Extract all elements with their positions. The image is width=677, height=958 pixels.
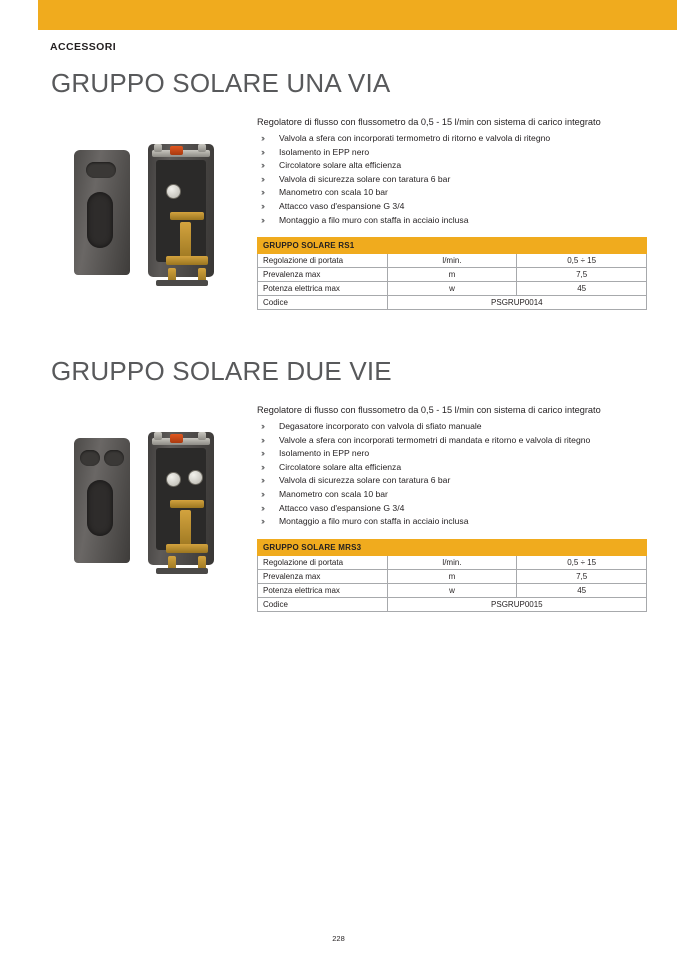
table-row bbox=[258, 254, 647, 268]
table-header-row bbox=[258, 238, 647, 254]
steel-bracket bbox=[156, 568, 208, 574]
brass-lower-manifold bbox=[166, 544, 208, 553]
spec-label: Codice bbox=[258, 597, 388, 611]
cover-top-port bbox=[86, 162, 116, 178]
spec-unit: w bbox=[387, 583, 517, 597]
table-row bbox=[258, 569, 647, 583]
chevron-bullet-icon: ›› bbox=[261, 187, 263, 198]
spec-value: 0,5 ÷ 15 bbox=[517, 555, 647, 569]
list-item bbox=[257, 515, 647, 529]
pressure-gauge-icon bbox=[188, 470, 203, 485]
spec-value: 7,5 bbox=[517, 268, 647, 282]
feature-label: Isolamento in EPP nero bbox=[279, 146, 370, 157]
spec-label: Codice bbox=[258, 296, 388, 310]
product-image-due-vie bbox=[60, 418, 240, 588]
chevron-bullet-icon: ›› bbox=[261, 475, 263, 486]
spec-value: PSGRUP0015 bbox=[387, 597, 646, 611]
product-text-due-vie bbox=[257, 404, 647, 612]
steel-bracket bbox=[156, 280, 208, 286]
feature-label: Valvole a sfera con incorporati termometri di mandata e ritorno e valvola di ritegno bbox=[279, 434, 591, 445]
chevron-bullet-icon: ›› bbox=[261, 516, 263, 527]
spec-value: 45 bbox=[517, 583, 647, 597]
list-item bbox=[257, 447, 647, 461]
spec-unit: l/min. bbox=[387, 254, 517, 268]
chevron-bullet-icon: ›› bbox=[261, 421, 263, 431]
table-row bbox=[258, 296, 647, 310]
spec-label: Potenza elettrica max bbox=[258, 583, 388, 597]
chevron-bullet-icon: ›› bbox=[261, 434, 263, 445]
red-valve-knob bbox=[170, 146, 183, 155]
chevron-bullet-icon: ›› bbox=[261, 173, 263, 184]
product-description: Regolatore di flusso con flussometro da 0,5 - 15 l/min con sistema di carico integrato bbox=[257, 405, 601, 415]
page-number: 228 bbox=[332, 934, 345, 943]
chevron-bullet-icon: ›› bbox=[261, 200, 263, 211]
feature-list bbox=[257, 132, 647, 227]
spec-value: 7,5 bbox=[517, 569, 647, 583]
feature-label: Valvola di sicurezza solare con taratura 6 bar bbox=[279, 173, 451, 184]
cover-top-port-right bbox=[104, 450, 124, 466]
accent-top-bar bbox=[38, 0, 677, 30]
feature-label: Manometro con scala 10 bar bbox=[279, 187, 388, 198]
feature-list bbox=[257, 420, 647, 529]
table-header-row bbox=[258, 539, 647, 555]
list-item bbox=[257, 159, 647, 173]
spec-label: Prevalenza max bbox=[258, 569, 388, 583]
feature-label: Valvola di sicurezza solare con taratura 6 bar bbox=[279, 475, 451, 486]
brass-fitting bbox=[170, 212, 204, 220]
feature-label: Attacco vaso d'espansione G 3/4 bbox=[279, 200, 405, 211]
internal-assembly bbox=[156, 448, 206, 550]
spec-unit: m bbox=[387, 268, 517, 282]
brass-fitting bbox=[170, 500, 204, 508]
pipe-connection-left bbox=[154, 432, 162, 440]
spec-unit: w bbox=[387, 282, 517, 296]
spec-value: 0,5 ÷ 15 bbox=[517, 254, 647, 268]
feature-label: Degasatore incorporato con valvola di sfiato manuale bbox=[279, 421, 482, 431]
section-title: GRUPPO SOLARE DUE VIE bbox=[51, 356, 392, 386]
list-item bbox=[257, 461, 647, 475]
pressure-gauge-icon bbox=[166, 184, 181, 199]
red-valve-knob bbox=[170, 434, 183, 443]
chevron-bullet-icon: ›› bbox=[261, 502, 263, 513]
page-kicker: ACCESSORI bbox=[50, 41, 117, 53]
pipe-connection-right bbox=[198, 432, 206, 440]
list-item bbox=[257, 186, 647, 200]
insulation-cover-illustration bbox=[74, 150, 130, 275]
feature-label: Attacco vaso d'espansione G 3/4 bbox=[279, 502, 405, 513]
feature-label: Circolatore solare alta efficienza bbox=[279, 461, 402, 472]
chevron-bullet-icon: ›› bbox=[261, 214, 263, 225]
table-row bbox=[258, 282, 647, 296]
feature-label: Manometro con scala 10 bar bbox=[279, 488, 388, 499]
cover-top-port-left bbox=[80, 450, 100, 466]
spec-value: PSGRUP0014 bbox=[387, 296, 646, 310]
internal-assembly bbox=[156, 160, 206, 262]
chevron-bullet-icon: ›› bbox=[261, 146, 263, 157]
feature-label: Circolatore solare alta efficienza bbox=[279, 160, 402, 171]
list-item bbox=[257, 214, 647, 228]
spec-label: Potenza elettrica max bbox=[258, 282, 388, 296]
table-title: GRUPPO SOLARE MRS3 bbox=[258, 539, 647, 555]
chevron-bullet-icon: ›› bbox=[261, 160, 263, 171]
spec-unit: m bbox=[387, 569, 517, 583]
thermometer-gauge-icon bbox=[166, 472, 181, 487]
solar-station-illustration bbox=[148, 432, 214, 565]
table-row bbox=[258, 583, 647, 597]
insulation-cover-illustration bbox=[74, 438, 130, 563]
spec-table-due-vie bbox=[257, 539, 647, 612]
list-item bbox=[257, 488, 647, 502]
pipe-connection-right bbox=[198, 144, 206, 152]
brass-lower-manifold bbox=[166, 256, 208, 265]
spec-label: Regolazione di portata bbox=[258, 555, 388, 569]
chevron-bullet-icon: ›› bbox=[261, 133, 263, 143]
feature-label: Montaggio a filo muro con staffa in acciaio inclusa bbox=[279, 214, 469, 225]
table-row bbox=[258, 268, 647, 282]
feature-label: Valvola a sfera con incorporati termometro di ritorno e valvola di ritegno bbox=[279, 133, 551, 143]
list-item bbox=[257, 173, 647, 187]
table-title: GRUPPO SOLARE RS1 bbox=[258, 238, 647, 254]
feature-label: Montaggio a filo muro con staffa in acciaio inclusa bbox=[279, 516, 469, 527]
table-row bbox=[258, 597, 647, 611]
chevron-bullet-icon: ›› bbox=[261, 488, 263, 499]
spec-table-una-via bbox=[257, 237, 647, 310]
feature-label: Isolamento in EPP nero bbox=[279, 448, 370, 459]
section-title: GRUPPO SOLARE UNA VIA bbox=[51, 68, 391, 98]
list-item bbox=[257, 474, 647, 488]
product-description: Regolatore di flusso con flussometro da 0,5 - 15 l/min con sistema di carico integrato bbox=[257, 117, 601, 127]
table-row bbox=[258, 555, 647, 569]
spec-label: Regolazione di portata bbox=[258, 254, 388, 268]
product-text-una-via bbox=[257, 116, 647, 310]
spec-unit: l/min. bbox=[387, 555, 517, 569]
list-item bbox=[257, 420, 647, 434]
product-image-una-via bbox=[60, 130, 240, 300]
pipe-connection-left bbox=[154, 144, 162, 152]
list-item bbox=[257, 434, 647, 448]
list-item bbox=[257, 132, 647, 146]
list-item bbox=[257, 146, 647, 160]
spec-label: Prevalenza max bbox=[258, 268, 388, 282]
solar-station-illustration bbox=[148, 144, 214, 277]
spec-value: 45 bbox=[517, 282, 647, 296]
chevron-bullet-icon: ›› bbox=[261, 448, 263, 459]
list-item bbox=[257, 200, 647, 214]
chevron-bullet-icon: ›› bbox=[261, 461, 263, 472]
list-item bbox=[257, 502, 647, 516]
